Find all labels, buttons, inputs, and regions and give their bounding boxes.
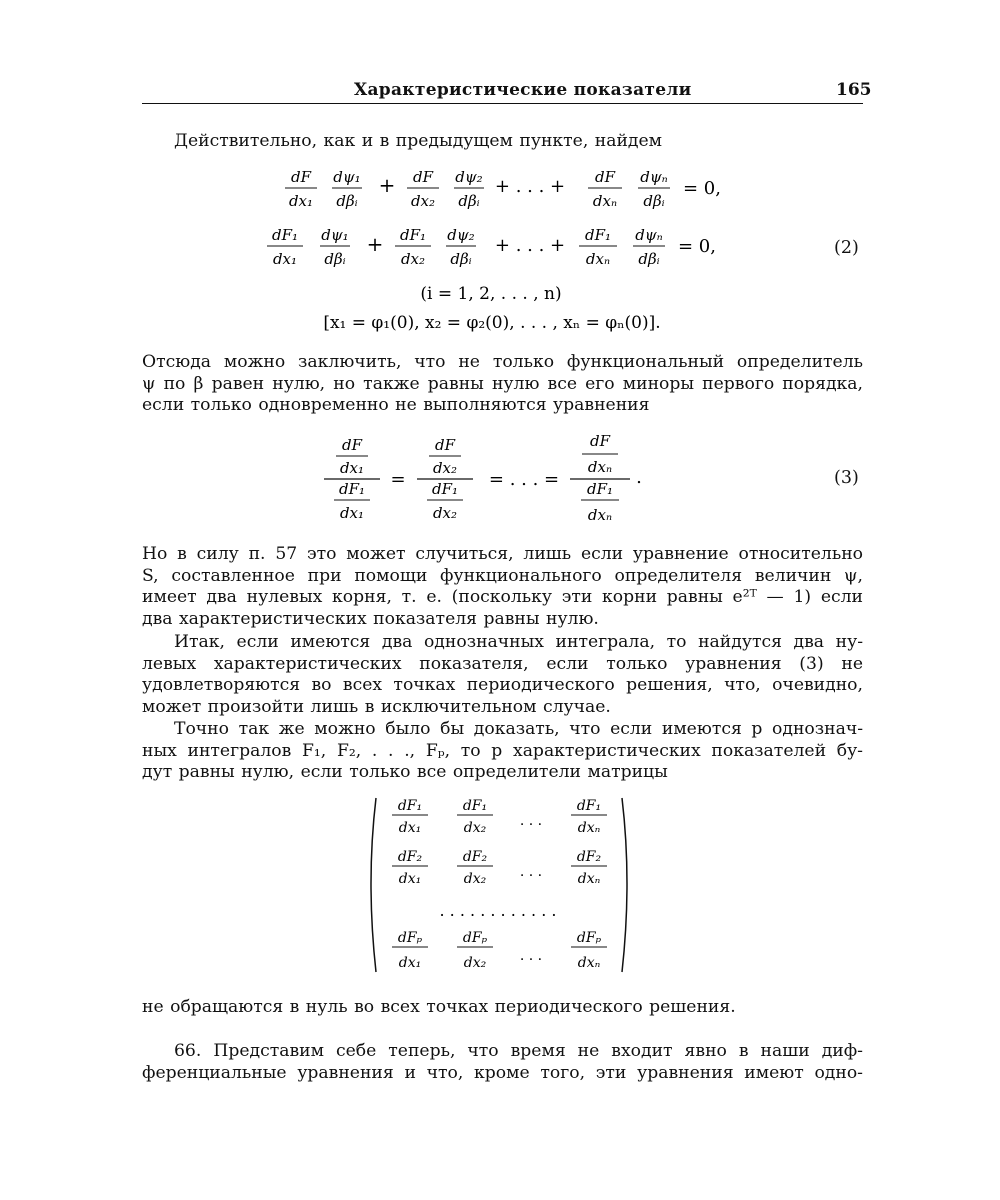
svg-text:dF₁: dF₁ bbox=[431, 480, 459, 498]
svg-text:dF: dF bbox=[589, 432, 611, 450]
svg-text:dF₁: dF₁ bbox=[584, 226, 612, 244]
svg-text:+ . . . +: + . . . + bbox=[494, 235, 566, 256]
svg-text:. . .: . . . bbox=[519, 948, 543, 964]
paragraph-3: Итак, если имеются два однозначных интеграла, то найдутся два ну- левых характеристических показателя, если только уравнения (3) не удовлетворяются во всех точках периодического решения, что, очевидно, может произойти лишь в исключительном случае. bbox=[142, 632, 863, 718]
svg-text:+: + bbox=[378, 173, 396, 197]
svg-text:dβᵢ: dβᵢ bbox=[638, 250, 660, 268]
svg-text:+: + bbox=[366, 232, 384, 256]
svg-text:dψ₂: dψ₂ bbox=[455, 168, 483, 186]
svg-text:dx₂: dx₂ bbox=[400, 250, 426, 268]
svg-text:dF₁: dF₁ bbox=[399, 226, 427, 244]
page-number: 165 bbox=[836, 80, 872, 100]
svg-text:dxₙ: dxₙ bbox=[577, 820, 601, 836]
svg-text:dx₁: dx₁ bbox=[339, 459, 365, 477]
svg-text:dx₁: dx₁ bbox=[398, 955, 422, 971]
svg-text:dxₙ: dxₙ bbox=[577, 955, 601, 971]
svg-text:dF: dF bbox=[594, 168, 616, 186]
svg-text:dx₁: dx₁ bbox=[398, 820, 422, 836]
intro-text: Действительно, как и в предыдущем пункте, найдем bbox=[174, 131, 663, 151]
svg-text:dF₂: dF₂ bbox=[576, 849, 602, 865]
svg-text:. . .: . . . bbox=[519, 813, 543, 829]
paragraph-5: не обращаются в нуль во всех точках периодического решения. bbox=[142, 997, 736, 1017]
svg-text:dxₙ: dxₙ bbox=[592, 192, 618, 210]
svg-text:dFₚ: dFₚ bbox=[462, 930, 488, 946]
svg-text:dψ₁: dψ₁ bbox=[321, 226, 349, 244]
svg-text:dF₁: dF₁ bbox=[586, 480, 614, 498]
svg-text:dF: dF bbox=[341, 436, 363, 454]
svg-text:dx₁: dx₁ bbox=[288, 192, 314, 210]
svg-text:dF: dF bbox=[412, 168, 434, 186]
svg-text:dF: dF bbox=[290, 168, 312, 186]
svg-text:dx₂: dx₂ bbox=[463, 955, 487, 971]
svg-text:dx₂: dx₂ bbox=[463, 820, 487, 836]
jacobian-matrix bbox=[360, 790, 640, 980]
svg-text:dβᵢ: dβᵢ bbox=[324, 250, 346, 268]
svg-text:dβᵢ: dβᵢ bbox=[643, 192, 665, 210]
index-range: (i = 1, 2, . . . , n) bbox=[420, 284, 562, 304]
paragraph-2: Но в силу п. 57 это может случиться, лишь если уравнение относительно S, составленное при помощи функционального определителя величин ψ, имеет два нулевых корня, т. е. (поскольку эти корни равны e²ᵀ — 1) если два характеристических показателя равны нулю. bbox=[142, 544, 863, 630]
svg-text:dx₂: dx₂ bbox=[410, 192, 436, 210]
svg-text:dψₙ: dψₙ bbox=[635, 226, 663, 244]
svg-text:dF₁: dF₁ bbox=[397, 798, 423, 814]
ratio-equation bbox=[310, 430, 660, 530]
svg-text:dx₂: dx₂ bbox=[432, 504, 458, 522]
svg-text:dψ₁: dψ₁ bbox=[333, 168, 361, 186]
equation-label-2: (2) bbox=[834, 238, 859, 258]
svg-text:= 0,: = 0, bbox=[678, 236, 716, 257]
svg-text:= 0,: = 0, bbox=[683, 178, 721, 199]
svg-text:dFₚ: dFₚ bbox=[397, 930, 423, 946]
svg-text:dF₂: dF₂ bbox=[397, 849, 423, 865]
paragraph-4: Точно так же можно было бы доказать, что если имеются p однознач- ных интегралов F₁, F₂, . . ., Fₚ, то p характеристических показателей бу- дут равны нулю, если только все определители матрицы bbox=[142, 719, 863, 783]
svg-text:dβᵢ: dβᵢ bbox=[336, 192, 358, 210]
svg-text:dψ₂: dψ₂ bbox=[447, 226, 475, 244]
paragraph-1: Отсюда можно заключить, что не только функциональный определитель ψ по β равен нулю, но также равны нулю все его миноры первого порядка, если только одновременно не выполняются уравнения bbox=[142, 352, 863, 416]
header-rule bbox=[142, 103, 863, 104]
svg-text:dψₙ: dψₙ bbox=[640, 168, 668, 186]
equation-label-3: (3) bbox=[834, 468, 859, 488]
svg-text:dxₙ: dxₙ bbox=[577, 871, 601, 887]
svg-text:dx₁: dx₁ bbox=[339, 504, 365, 522]
section-66-paragraph: 66. Представим себе теперь, что время не входит явно в наши диф- ференциальные уравнения и что, кроме того, эти уравнения имеют одно- bbox=[142, 1041, 863, 1083]
svg-text:=: = bbox=[390, 469, 406, 490]
svg-text:dβᵢ: dβᵢ bbox=[450, 250, 472, 268]
svg-text:.: . bbox=[636, 467, 642, 488]
svg-text:dF: dF bbox=[434, 436, 456, 454]
svg-text:dβᵢ: dβᵢ bbox=[458, 192, 480, 210]
svg-text:dxₙ: dxₙ bbox=[587, 506, 613, 524]
svg-text:dF₁: dF₁ bbox=[462, 798, 488, 814]
evaluation-point: [x₁ = φ₁(0), x₂ = φ₂(0), . . . , xₙ = φₙ(0)]. bbox=[323, 313, 661, 333]
svg-text:dxₙ: dxₙ bbox=[585, 250, 611, 268]
svg-text:dF₁: dF₁ bbox=[338, 480, 366, 498]
svg-text:dFₚ: dFₚ bbox=[576, 930, 602, 946]
running-title: Характеристические показатели bbox=[354, 80, 692, 100]
svg-text:+ . . . +: + . . . + bbox=[494, 176, 566, 197]
svg-text:dx₁: dx₁ bbox=[398, 871, 422, 887]
svg-text:dxₙ: dxₙ bbox=[587, 458, 613, 476]
svg-text:dF₁: dF₁ bbox=[271, 226, 299, 244]
svg-text:. . . . . . . . . . . .: . . . . . . . . . . . . bbox=[439, 901, 557, 920]
svg-text:dF₁: dF₁ bbox=[576, 798, 602, 814]
svg-text:dx₂: dx₂ bbox=[432, 459, 458, 477]
equation-system bbox=[240, 160, 800, 345]
svg-text:dx₂: dx₂ bbox=[463, 871, 487, 887]
svg-text:= . . . =: = . . . = bbox=[488, 469, 560, 490]
svg-text:dx₁: dx₁ bbox=[272, 250, 298, 268]
svg-text:dF₂: dF₂ bbox=[462, 849, 488, 865]
svg-text:. . .: . . . bbox=[519, 864, 543, 880]
